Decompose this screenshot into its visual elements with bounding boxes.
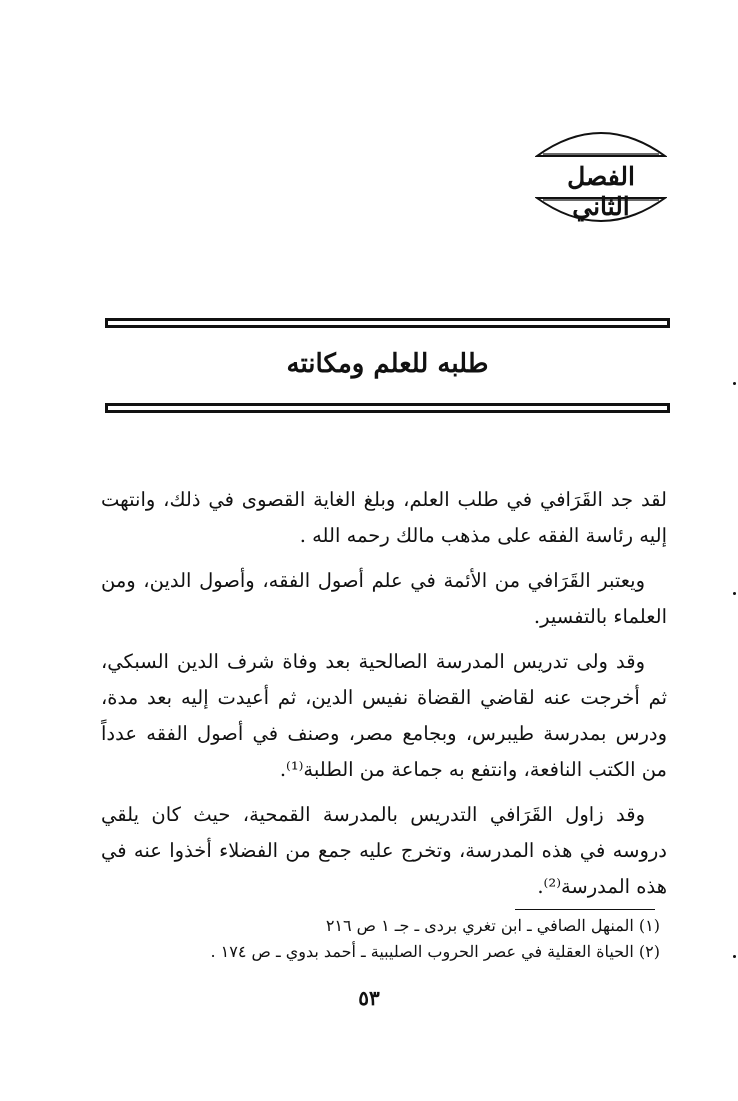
chapter-title: الفصل الثاني (567, 162, 635, 221)
section-title: طلبه للعلم ومكانته (286, 349, 489, 379)
paragraph: وقد زاول القَرَافي التدريس بالمدرسة القمحية، حيث كان يلقي دروسه في هذه المدرسة، وتخرج عليه جمع من الفضلاء أخذوا عنه في هذه المدرسة⁽²⁾. (101, 803, 667, 898)
scan-speck (733, 592, 736, 595)
paragraph: لقد جد القَرَافي في طلب العلم، وبلغ الغاية القصوى في ذلك، وانتهت إليه رئاسة الفقه على مذهب مالك رحمه الله . (101, 488, 667, 547)
section-bottom-rule (105, 403, 670, 415)
scan-speck (733, 955, 736, 958)
paragraph: وقد ولى تدريس المدرسة الصالحية بعد وفاة شرف الدين السبكي، ثم أخرجت عنه لقاضي القضاة نفيس الدين، ثم أعيدت إليه بعد مدة، ودرس بمدرسة طيبرس، وبجامع مصر، وصنف في أصول الفقه عدداً من الكتب النافعة، وانتفع به جماعة من الطلبة⁽¹⁾. (101, 650, 667, 781)
paragraph: ويعتبر القَرَافي من الأئمة في علم أصول الفقه، وأصول الدين، ومن العلماء بالتفسير. (101, 569, 667, 628)
footnote: (٢) الحياة العقلية في عصر الحروب الصليبية ـ أحمد بدوي ـ ص ١٧٤ . (210, 942, 660, 961)
footnote: (١) المنهل الصافي ـ ابن تغري بردى ـ جـ ١ ص ٢١٦ (325, 916, 660, 935)
footnotes (170, 913, 660, 965)
body-text (101, 482, 667, 914)
section-top-rule (105, 318, 670, 330)
scan-speck (733, 382, 736, 385)
footnote-separator (515, 909, 655, 910)
page-number: ٥٣ (358, 986, 380, 1010)
chapter-heading-badge (535, 126, 667, 226)
